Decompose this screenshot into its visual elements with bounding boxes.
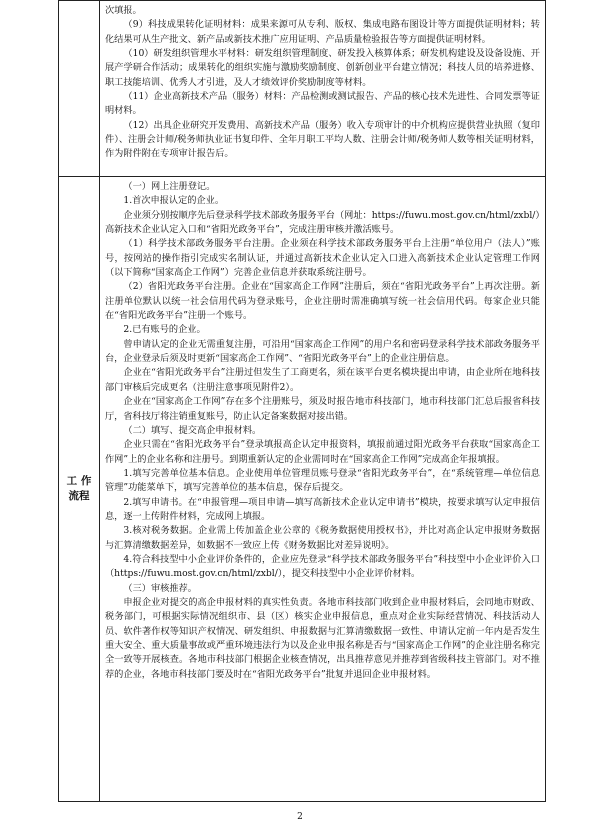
workflow-paragraph: 4.符合科技型中小企业评价条件的，企业应先登录“科学技术部政务服务平台”科技型中小企业评价入口（https://fuwu.most.gov.cn/html/zxbl/），提交科技型中小企业评价材料。: [105, 553, 540, 580]
materials-paragraph: 次填报。: [105, 5, 142, 16]
workflow-paragraph: （1）科学技术部政务服务平台注册。企业须在科学技术部政务服务平台上注册“单位用户（法人）”账号，按网站的操作指引完成实名制认证，并通过高新技术企业认定入口进入高新技术企业认定管理工作网（以下简称“国家高企工作网”）完善企业信息并获取系统注册号。: [105, 238, 540, 279]
page-number: 2: [297, 812, 303, 822]
workflow-paragraph: 2.已有账号的企业。: [123, 324, 206, 336]
workflow-text: [100, 177, 545, 682]
content-table: [58, 0, 546, 802]
workflow-paragraph: （三）审核推荐。: [123, 582, 197, 594]
document-page: [58, 0, 543, 802]
workflow-paragraph: 企业须分别按顺序先后登录科学技术部政务服务平台（网址：https://fuwu.most.gov.cn/html/zxbl/）高新技术企业认定入口和“省阳光政务平台”，完成注册审核并激活账号。: [105, 209, 540, 236]
empty-label-cell: [59, 1, 100, 177]
workflow-paragraph: （一）网上注册登记。: [123, 181, 216, 192]
workflow-paragraph: （二）填写、提交高企申报材料。: [123, 424, 262, 436]
materials-text: [100, 1, 545, 162]
workflow-paragraph: 曾申请认定的企业无需重复注册，可沿用“国家高企工作网”的用户名和密码登录科学技术部政务服务平台，企业登录后须及时更新“国家高企工作网”、“省阳光政务平台”上的企业注册信息。: [105, 338, 540, 365]
workflow-paragraph: 企业在“国家高企工作网”存在多个注册账号，须及时报告地市科技部门，地市科技部门汇总后报省科技厅，省科技厅将注销重复账号，防止认定备案数据对接出错。: [105, 396, 540, 422]
workflow-paragraph: 申报企业对提交的高企申报材料的真实性负责。各地市科技部门收到企业申报材料后，会同地市财政、税务部门，可根据实际情况组织市、县（区）核实企业申报信息，重点对企业实际经营情况、科技活动人员、软件著作权等知识产权情况、研发组织、申报数据与汇算清缴数据一致性、申请认定前一年内是否发生重大安全、重大质量事故或严重环境违法行为以及企业申报名称是否与“国家高企工作网”的企业注册名称完全一致等开展核查。各地市科技部门根据企业核查情况，出具推荐意见并推荐到省级科技主管部门。对不推荐的企业，各地市科技部门要及时在“省阳光政务平台”批复并退回企业申报材料。: [105, 596, 540, 680]
workflow-paragraph: 2.填写申请书。在“申报管理—项目申请—填写高新技术企业认定申请书”模块，按要求填写认定申报信息，逐一上传附件材料，完成网上填报。: [105, 496, 540, 522]
section-label-line2: 流程: [68, 490, 90, 502]
table-row-workflow: [59, 177, 546, 802]
materials-paragraph: （9）科技成果转化证明材料：成果来源可从专利、版权、集成电路布图设计等方面提供证明材料；转化结果可从生产批文、新产品或新技术推广应用证明、产品质量检验报告等方面提供证明材料。: [105, 19, 540, 45]
materials-paragraph: （11）企业高新技术产品（服务）材料：产品检测或测试报告、产品的核心技术先进性、合同发票等证明材料。: [105, 91, 540, 117]
workflow-cell: [100, 177, 546, 802]
workflow-paragraph: （2）省阳光政务平台注册。企业在“国家高企工作网”注册后，须在“省阳光政务平台”上再次注册。新注册单位默认以统一社会信用代码为登录账号，企业注册时需准确填写统一社会信用代码。每家企业只能在“省阳光政务平台”注册一个账号。: [105, 281, 540, 322]
workflow-paragraph: 企业只需在“省阳光政务平台”登录填报高企认定申报资料，填报前通过阳光政务平台获取“国家高企工作网”上的企业名称和注册号。到期重新认定的企业需同时在“国家高企工作网”完成高企年报填报。: [105, 439, 540, 465]
workflow-paragraph: 3.核对税务数据。企业需上传加盖企业公章的《税务数据使用授权书》，并比对高企认定申报财务数据与汇算清缴数据差异，如数据不一致应上传《财务数据比对差异说明》。: [105, 525, 540, 551]
materials-paragraph: （12）出具企业研究开发费用、高新技术产品（服务）收入专项审计的中介机构应提供营业执照（复印件）、注册会计师/税务师执业证书复印件、全年月职工平均人数、注册会计师/税务师人数等相关证明材料，作为附件附在专项审计报告后。: [105, 119, 540, 160]
workflow-paragraph: 1.填写完善单位基本信息。企业使用单位管理员账号登录“省阳光政务平台”，在“系统管理—单位信息管理”功能菜单下，填写完善单位的基本信息，保存后提交。: [105, 467, 540, 494]
materials-paragraph: （10）研发组织管理水平材料：研发组织管理制度、研发投入核算体系；研发机构建设及设备设施、开展产学研合作活动；成果转化的组织实施与激励奖励制度、创新创业平台建立情况；科技人员的培养进修、职工技能培训、优秀人才引进，及人才绩效评价奖励制度等材料。: [105, 48, 540, 88]
section-label-line1: 工 作: [66, 475, 92, 487]
workflow-label-cell: [59, 177, 100, 802]
workflow-paragraph: 企业在“省阳光政务平台”注册过但发生了工商更名，须在该平台更名模块提出申请，由企业所在地科技部门审核后完成更名（注册注意事项见附件2）。: [105, 367, 540, 393]
table-row-materials: [59, 1, 546, 177]
workflow-paragraph: 1.首次申报认定的企业。: [123, 195, 225, 207]
materials-cell: [100, 1, 546, 177]
